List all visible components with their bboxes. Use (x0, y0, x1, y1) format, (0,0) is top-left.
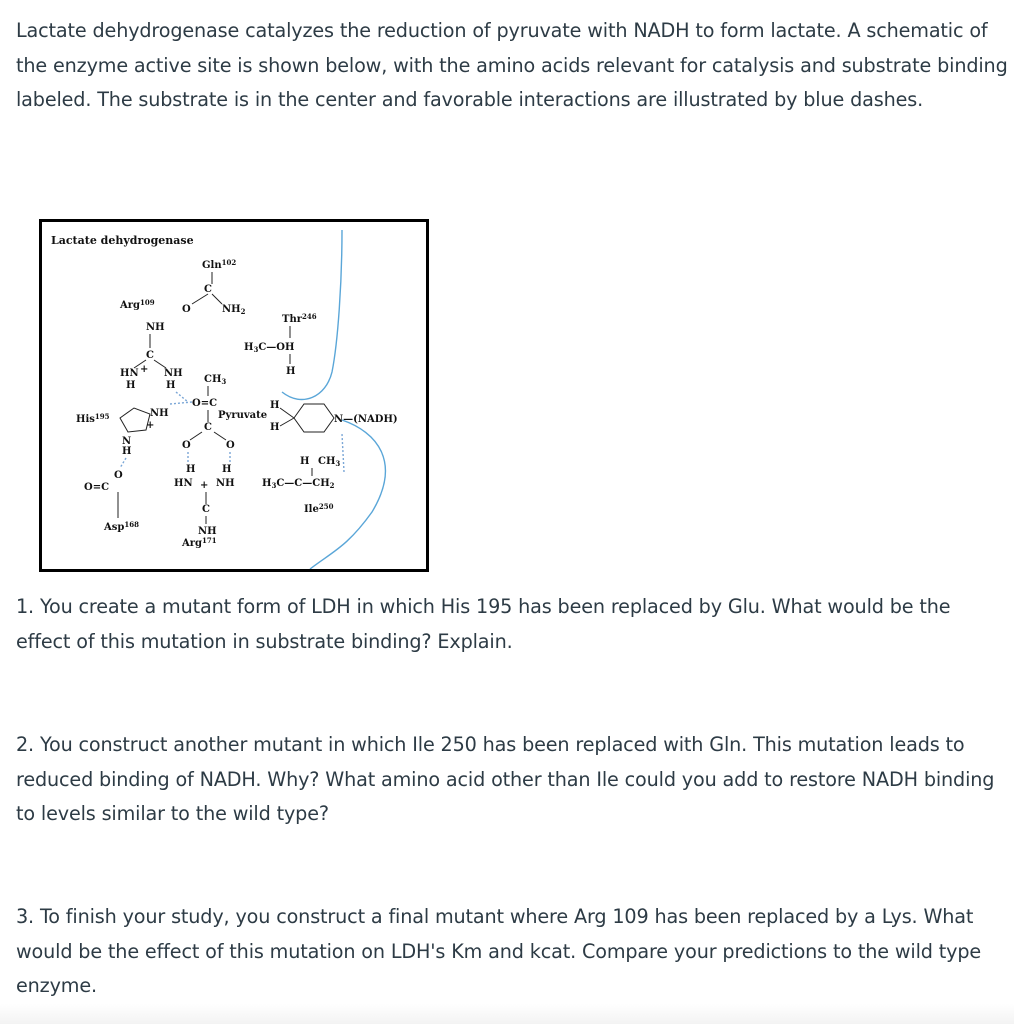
arg171-h-left: H (186, 464, 196, 475)
ldh-active-site-figure (39, 219, 429, 572)
pyruvate-carboxyl-c: C (204, 422, 212, 433)
arg171-carbon: C (202, 504, 210, 515)
pyruvate-label: Pyruvate (218, 410, 268, 421)
hydride-h-bottom: H (270, 422, 280, 433)
arg109-label: Arg$^{109}$ (120, 298, 155, 311)
his-n: N (122, 436, 132, 447)
nadh-label: N—(NADH) (334, 414, 398, 425)
nicotinamide-ring (294, 404, 334, 432)
arg109-hn: HN (120, 368, 139, 379)
arg109-nh-right: NH (164, 368, 183, 379)
thr246-label: Thr$^{246}$ (282, 312, 317, 325)
ile-h: H (300, 456, 310, 467)
arg171-label: Arg$^{171}$ (182, 536, 217, 549)
gln-oxygen: O (182, 304, 191, 315)
arg171-nh: NH (216, 478, 235, 489)
arg109-plus: + (140, 364, 149, 375)
active-site-schematic (42, 222, 426, 569)
pyruvate-o-right: O (226, 440, 235, 451)
ile-backbone: $H_3C—C—CH_2$ (262, 478, 335, 490)
page-bottom-fade (0, 1004, 1014, 1024)
asp-o-left: O=C (84, 482, 110, 493)
binding-pocket-outline-lower (310, 420, 385, 569)
ile-ch3: $CH_3$ (318, 456, 341, 468)
ile250-label: Ile$^{250}$ (304, 502, 334, 515)
intro-paragraph: Lactate dehydrogenase catalyzes the reduction of pyruvate with NADH to form lactate. A schematic of the enzyme active site is shown below, with the amino acids relevant for catalysis and substrate binding labeled. The substrate is in the center and favorable interactions are illustrated by blue dashes. (16, 19, 1008, 112)
hydride-h-top: H (270, 400, 280, 411)
asp-o-top: O (114, 470, 123, 481)
gln102-label: Gln$^{102}$ (202, 258, 237, 271)
asp168-label: Asp$^{168}$ (104, 520, 140, 533)
his-h: H (122, 446, 132, 457)
question-3: 3. To finish your study, you construct a final mutant where Arg 109 has been replaced by a Lys. What would be the effect of this mutation on LDH's Km and kcat. Compare your predictions to the wild type enzyme. (16, 905, 982, 998)
thr-h3c: $H_3C—OH$ (244, 342, 295, 354)
pyruvate-carbonyl: O=C (192, 398, 218, 409)
arg109-nh: NH (146, 322, 165, 333)
arg171-nh-bottom: NH (198, 526, 217, 537)
arg171-plus: + (200, 480, 209, 491)
question-2: 2. You construct another mutant in which Ile 250 has been replaced with Gln. This mutation leads to reduced binding of NADH. Why? What amino acid other than Ile could you add to restore NADH binding to levels similar to the wild type? (16, 733, 995, 826)
gln-nh2: $NH_2$ (222, 304, 246, 316)
arg109-carbon: C (146, 350, 154, 361)
thr-h: H (286, 366, 296, 377)
question-1: 1. You create a mutant form of LDH in which His 195 has been replaced by Glu. What would be the effect of this mutation in substrate binding? Explain. (16, 595, 951, 653)
gln-carbon: C (204, 284, 212, 295)
figure-title: Lactate dehydrogenase (51, 234, 194, 247)
arg171-h-right: H (222, 464, 232, 475)
his-plus: + (146, 420, 155, 431)
pyruvate-ch3: $CH_3$ (204, 374, 227, 386)
arg109-h-right: H (166, 380, 176, 391)
arg171-hn: HN (174, 478, 193, 489)
his-nh: NH (150, 408, 169, 419)
pyruvate-o-left: O (182, 440, 191, 451)
his195-label: His$^{195}$ (76, 412, 110, 425)
arg109-h-left: H (126, 380, 136, 391)
